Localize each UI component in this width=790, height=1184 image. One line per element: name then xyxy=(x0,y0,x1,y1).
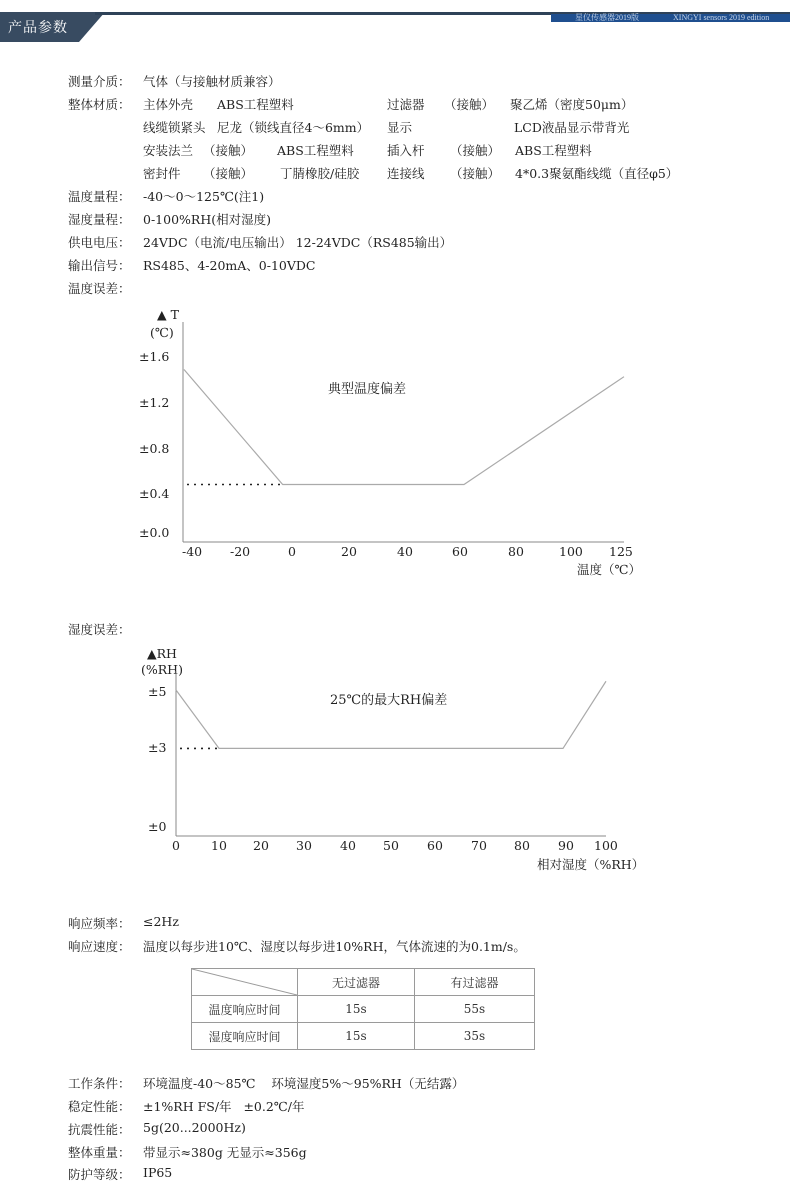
x-tick-label: 60 xyxy=(427,838,443,853)
x-tick-label: 40 xyxy=(397,544,413,559)
material-contact: （接触） xyxy=(203,143,254,158)
spec-label: 温度误差： xyxy=(68,281,131,296)
table-header-cell: 有过滤器 xyxy=(415,969,535,996)
material-name: ABS工程塑料 xyxy=(515,143,592,158)
spec-label: 整体重量： xyxy=(68,1145,131,1160)
table-cell: 15s xyxy=(298,996,415,1023)
y-tick-label: ±1.6 xyxy=(139,349,170,364)
table-header-cell: 无过滤器 xyxy=(298,969,415,996)
spec-label: 供电电压： xyxy=(68,235,131,250)
x-tick-label: 80 xyxy=(508,544,524,559)
material-name: 尼龙（锁线直径4～6mm） xyxy=(217,120,370,135)
table-cell: 温度响应时间 xyxy=(192,996,298,1023)
x-tick-label: -20 xyxy=(230,544,251,559)
x-tick-label: 40 xyxy=(340,838,356,853)
y-tick-label: ±5 xyxy=(148,684,167,699)
material-name: 聚乙烯（密度50μm） xyxy=(510,97,634,112)
humidity-error-label: 湿度误差： xyxy=(68,622,131,637)
y-tick-label: ±3 xyxy=(148,740,167,755)
spec-label: 响应速度： xyxy=(68,939,131,954)
y-tick-label: ±0.4 xyxy=(139,486,170,501)
material-contact: （接触） xyxy=(450,143,501,158)
material-part: 主体外壳 xyxy=(143,97,194,112)
material-part: 线缆锁紧头 xyxy=(143,120,206,135)
chart1-xlabel: 温度（℃） xyxy=(577,562,641,577)
brand-en: XINGYI sensors 2019 edition xyxy=(673,13,770,22)
diagonal-line xyxy=(192,969,297,995)
x-tick-label: 100 xyxy=(594,838,618,853)
x-tick-label: 125 xyxy=(609,544,633,559)
x-tick-label: 80 xyxy=(514,838,530,853)
spec-label: 输出信号： xyxy=(68,258,131,273)
spec-value: 带显示≈380g 无显示≈356g xyxy=(143,1145,307,1160)
table-cell: 15s xyxy=(298,1023,415,1050)
spec-value: 气体（与接触材质兼容） xyxy=(143,74,281,89)
section-title: 产品参数 xyxy=(8,20,68,36)
table-corner-cell xyxy=(192,969,298,996)
material-part: 安装法兰 xyxy=(143,143,194,158)
spec-value: 24VDC（电流/电压输出） 12-24VDC（RS485输出） xyxy=(143,235,453,250)
table-row xyxy=(192,1023,535,1050)
y-tick-label: ±1.2 xyxy=(139,395,170,410)
x-tick-label: 100 xyxy=(559,544,583,559)
spec-value: 5g(20...2000Hz) xyxy=(143,1120,246,1135)
x-tick-label: -40 xyxy=(182,544,203,559)
spec-label: 抗震性能： xyxy=(68,1122,131,1137)
material-part: 过滤器 xyxy=(387,97,425,112)
x-tick-label: 90 xyxy=(558,838,574,853)
chart2-ylabel-line2: (%RH) xyxy=(141,662,183,677)
x-tick-label: 0 xyxy=(172,838,180,853)
material-name: LCD液晶显示带背光 xyxy=(514,120,630,135)
material-part: 密封件 xyxy=(143,166,181,181)
spec-label: 响应频率： xyxy=(68,916,131,931)
chart2-ylabel-line1: ▲RH xyxy=(147,646,177,661)
x-tick-label: 0 xyxy=(288,544,296,559)
y-tick-label: ±0.8 xyxy=(139,441,170,456)
chart1-ylabel-line1: ▲ T xyxy=(157,307,179,322)
spec-label: 测量介质： xyxy=(68,74,131,89)
y-tick-label: ±0.0 xyxy=(139,525,170,540)
spec-label: 稳定性能： xyxy=(68,1099,131,1114)
y-tick-label: ±0 xyxy=(148,819,167,834)
x-tick-label: 60 xyxy=(452,544,468,559)
spec-value: 环境温度-40～85℃ 环境湿度5%～95%RH（无结露） xyxy=(143,1076,465,1091)
x-tick-label: 50 xyxy=(383,838,399,853)
material-name: 丁腈橡胶/硅胶 xyxy=(280,166,360,181)
material-name: 4*0.3聚氨酯线缆（直径φ5） xyxy=(515,166,679,181)
spec-value: RS485、4-20mA、0-10VDC xyxy=(143,258,316,273)
chart1-title: 典型温度偏差 xyxy=(328,382,407,397)
x-tick-label: 20 xyxy=(341,544,357,559)
material-part: 插入杆 xyxy=(387,143,425,158)
table-row xyxy=(192,996,535,1023)
spec-value: ±1%RH FS/年 ±0.2℃/年 xyxy=(143,1099,305,1114)
x-tick-label: 10 xyxy=(211,838,227,853)
spec-label: 工作条件： xyxy=(68,1076,131,1091)
x-tick-label: 30 xyxy=(296,838,312,853)
spec-label: 整体材质： xyxy=(68,97,131,112)
material-contact: （接触） xyxy=(203,166,254,181)
chart2-xlabel: 相对湿度（%RH） xyxy=(537,857,645,872)
spec-value: IP65 xyxy=(143,1165,173,1180)
table-header-row xyxy=(192,969,535,996)
material-part: 显示 xyxy=(387,120,413,135)
x-tick-label: 20 xyxy=(253,838,269,853)
chart2-title: 25℃的最大RH偏差 xyxy=(330,693,448,708)
material-contact: （接触） xyxy=(444,97,495,112)
table-cell: 35s xyxy=(415,1023,535,1050)
table-cell: 湿度响应时间 xyxy=(192,1023,298,1050)
material-name: ABS工程塑料 xyxy=(217,97,294,112)
spec-value: ≤2Hz xyxy=(143,914,179,929)
spec-label: 防护等级： xyxy=(68,1167,131,1182)
chart1-ylabel-line2: (℃) xyxy=(150,325,174,340)
spec-label: 温度量程： xyxy=(68,189,131,204)
brand-caption xyxy=(575,13,789,23)
spec-value: 温度以每步进10℃、湿度以每步进10%RH，气体流速的为0.1m/s。 xyxy=(143,939,526,954)
material-name: ABS工程塑料 xyxy=(277,143,354,158)
x-tick-label: 70 xyxy=(471,838,487,853)
spec-value: 0-100%RH(相对湿度) xyxy=(143,212,271,227)
table-cell: 55s xyxy=(415,996,535,1023)
material-contact: （接触） xyxy=(450,166,501,181)
material-part: 连接线 xyxy=(387,166,425,181)
spec-value: -40～0～125℃(注1) xyxy=(143,189,265,204)
brand-cn: 星仪传感器2019版 xyxy=(575,13,639,22)
response-time-table xyxy=(191,968,535,1050)
spec-label: 湿度量程： xyxy=(68,212,131,227)
